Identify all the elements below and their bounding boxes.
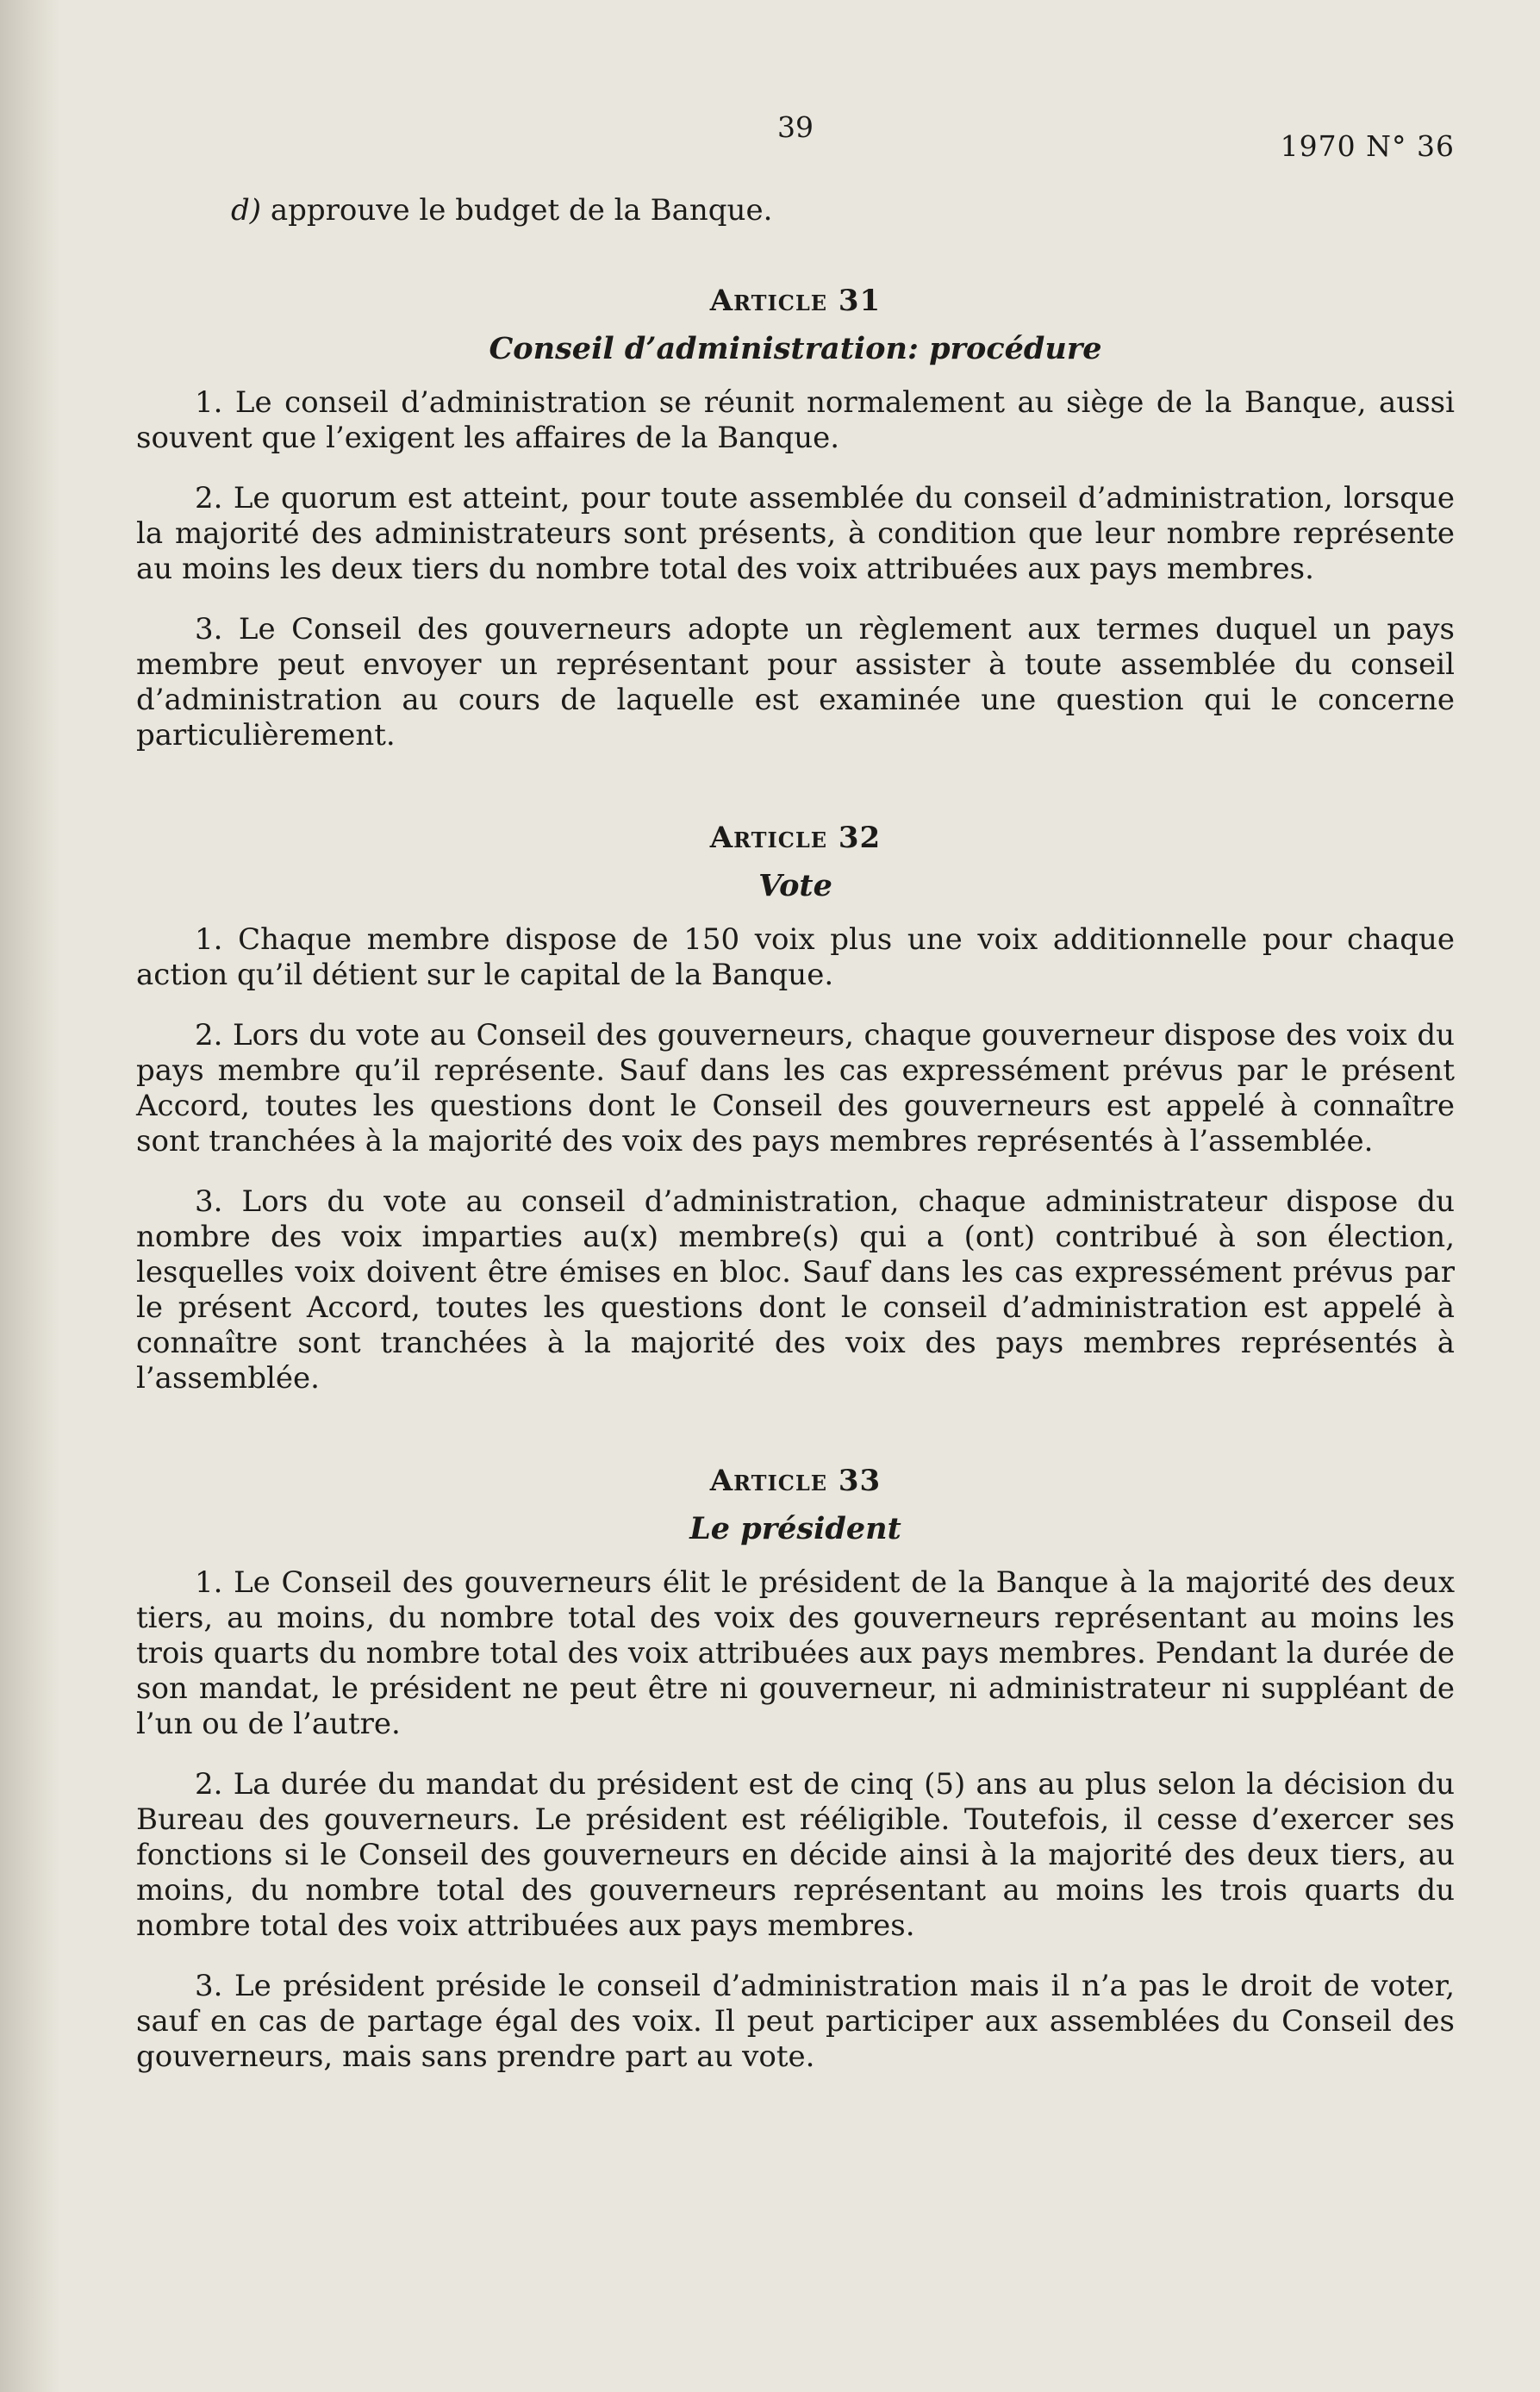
article-33-paragraph-2: 2. La durée du mandat du président est de cinq (5) ans au plus selon la décision du Bureau des gouverneurs. Le président est rééligible. Toutefois, il cesse d’exercer ses fonctions si le Conseil des gouverneurs en décide ainsi à la majorité des deux tiers, au moins, du nombre total des gouverneurs représentant au moins les trois quarts du nombre total des voix attribuées aux pays membres. — [136, 1767, 1455, 1943]
article-31-heading: Article 31 — [709, 284, 882, 318]
article-32-paragraph-2: 2. Lors du vote au Conseil des gouverneurs, chaque gouverneur dispose des voix du pays membre qu’il représente. Sauf dans les cas expressément prévus par le présent Accord, toutes les questions dont le Conseil des gouverneurs est appelé à connaître sont tranchées à la majorité des voix des pays membres représentés à l’assemblée. — [136, 1018, 1455, 1159]
article-31-paragraph-1: 1. Le conseil d’administration se réunit normalement au siège de la Banque, aussi souvent que l’exigent les affaires de la Banque. — [136, 385, 1455, 455]
page-body — [136, 193, 1455, 2075]
intro-item-text: approuve le budget de la Banque. — [270, 193, 773, 228]
article-33-paragraph-1: 1. Le Conseil des gouverneurs élit le président de la Banque à la majorité des deux tiers, au moins, du nombre total des voix des gouverneurs représentant au moins les trois quarts du nombre total des voix attribuées aux pays membres. Pendant la durée de son mandat, le président ne peut être ni gouverneur, ni administrateur ni suppléant de l’un ou de l’autre. — [136, 1565, 1455, 1741]
page-number: 39 — [777, 110, 814, 144]
article-31-title: Conseil d’administration: procédure — [489, 331, 1102, 366]
document-page — [136, 0, 1455, 2392]
article-32-paragraph-3: 3. Lors du vote au conseil d’administration, chaque administrateur dispose du nombre des voix imparties au(x) membre(s) qui a (ont) contribué à son élection, lesquelles voix doivent être émises en bloc. Sauf dans les cas expressément prévus par le présent Accord, toutes les questions dont le conseil d’administration est appelé à connaître sont tranchées à la majorité des voix des pays membres représentés à l’assemblée. — [136, 1184, 1455, 1396]
page-header — [136, 110, 1455, 162]
article-33-paragraph-3: 3. Le président préside le conseil d’administration mais il n’a pas le droit de voter, sauf en cas de partage égal des voix. Il peut participer aux assemblées du Conseil des gouverneurs, mais sans prendre part au vote. — [136, 1969, 1455, 2074]
scan-binding-shadow — [0, 0, 60, 2392]
article-33-heading: Article 33 — [709, 1464, 882, 1498]
article-31-paragraph-3: 3. Le Conseil des gouverneurs adopte un règlement aux termes duquel un pays membre peut envoyer un représentant pour assister à toute assemblée du conseil d’administration au cours de laquelle est examinée une question qui le concerne particulièrement. — [136, 612, 1455, 753]
document-reference: 1970 N° 36 — [1280, 129, 1455, 163]
article-32-paragraph-1: 1. Chaque membre dispose de 150 voix plus une voix additionnelle pour chaque action qu’il détient sur le capital de la Banque. — [136, 922, 1455, 992]
intro-item-letter: d) — [231, 193, 262, 228]
article-31-paragraph-2: 2. Le quorum est atteint, pour toute assemblée du conseil d’administration, lorsque la majorité des administrateurs sont présents, à condition que leur nombre représente au moins les deux tiers du nombre total des voix attribuées aux pays membres. — [136, 481, 1455, 586]
article-32-heading: Article 32 — [709, 821, 882, 855]
intro-item — [136, 193, 1455, 228]
article-32-title: Vote — [758, 868, 832, 903]
article-33-title: Le président — [689, 1511, 901, 1546]
